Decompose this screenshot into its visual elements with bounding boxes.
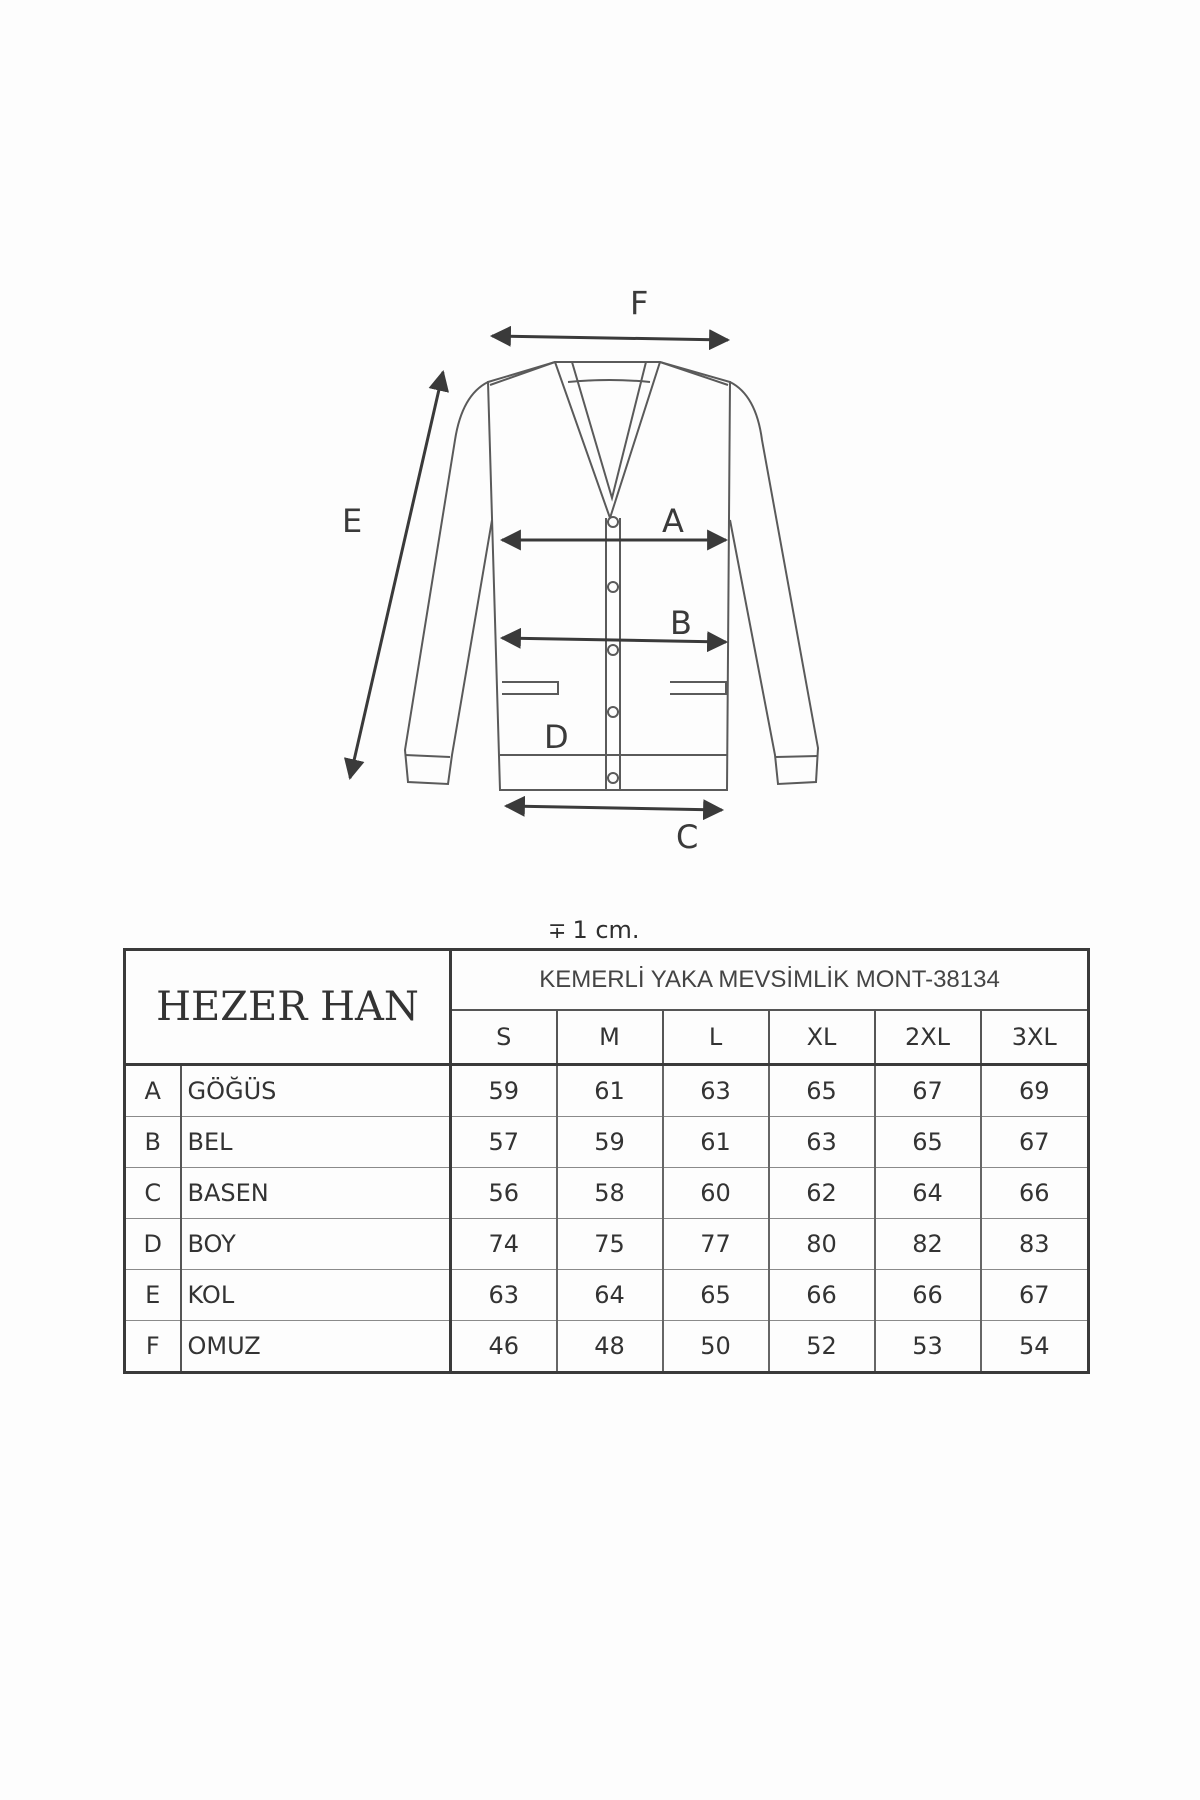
- table-row: [125, 1117, 1089, 1168]
- measurement-value: 74: [451, 1219, 557, 1270]
- measurement-value: 59: [451, 1065, 557, 1117]
- table-row: [125, 1321, 1089, 1373]
- measurement-value: 65: [769, 1065, 875, 1117]
- measurement-name: BOY: [181, 1219, 451, 1270]
- label-b: B: [670, 604, 692, 642]
- measurement-value: 61: [663, 1117, 769, 1168]
- table-row: [125, 1168, 1089, 1219]
- measurement-letter: B: [125, 1117, 181, 1168]
- measurement-value: 62: [769, 1168, 875, 1219]
- measurement-name: OMUZ: [181, 1321, 451, 1373]
- label-c: C: [676, 818, 699, 856]
- size-header: L: [663, 1010, 769, 1065]
- table-row: [125, 1065, 1089, 1117]
- measurement-value: 69: [981, 1065, 1089, 1117]
- product-title: KEMERLİ YAKA MEVSİMLİK MONT-38134: [451, 950, 1089, 1011]
- measurement-value: 77: [663, 1219, 769, 1270]
- measurement-value: 75: [557, 1219, 663, 1270]
- arrow-c-hip: [506, 806, 722, 810]
- measurement-name: BEL: [181, 1117, 451, 1168]
- label-f: F: [630, 284, 649, 322]
- measurement-value: 58: [557, 1168, 663, 1219]
- size-header: 2XL: [875, 1010, 981, 1065]
- measurement-letter: A: [125, 1065, 181, 1117]
- cardigan-outline: [405, 362, 818, 790]
- measurement-value: 52: [769, 1321, 875, 1373]
- table-header-row: [125, 950, 1089, 1011]
- tolerance-text: 1 cm.: [572, 916, 640, 944]
- tolerance-symbol: ∓: [548, 919, 567, 944]
- measurement-name: GÖĞÜS: [181, 1065, 451, 1117]
- measurement-letter: F: [125, 1321, 181, 1373]
- measurement-value: 67: [981, 1270, 1089, 1321]
- measurement-value: 63: [451, 1270, 557, 1321]
- label-a: A: [662, 502, 684, 540]
- label-e: E: [342, 502, 363, 540]
- measurement-letter: D: [125, 1219, 181, 1270]
- arrow-e-sleeve: [350, 372, 443, 778]
- size-header: M: [557, 1010, 663, 1065]
- size-header: 3XL: [981, 1010, 1089, 1065]
- measurement-value: 57: [451, 1117, 557, 1168]
- brand-name: HEZER HAN: [125, 950, 451, 1065]
- arrow-b-waist: [502, 638, 726, 642]
- measurement-value: 53: [875, 1321, 981, 1373]
- measurement-value: 80: [769, 1219, 875, 1270]
- measurement-value: 65: [663, 1270, 769, 1321]
- size-header: S: [451, 1010, 557, 1065]
- measurement-value: 48: [557, 1321, 663, 1373]
- measurement-value: 63: [663, 1065, 769, 1117]
- measurement-value: 66: [875, 1270, 981, 1321]
- size-header: XL: [769, 1010, 875, 1065]
- measurement-value: 82: [875, 1219, 981, 1270]
- measurement-name: KOL: [181, 1270, 451, 1321]
- measurement-value: 66: [981, 1168, 1089, 1219]
- measurement-value: 61: [557, 1065, 663, 1117]
- measurement-value: 54: [981, 1321, 1089, 1373]
- measurement-value: 50: [663, 1321, 769, 1373]
- table-row: [125, 1219, 1089, 1270]
- measurement-letter: C: [125, 1168, 181, 1219]
- measurement-value: 59: [557, 1117, 663, 1168]
- measurement-value: 56: [451, 1168, 557, 1219]
- measurement-name: BASEN: [181, 1168, 451, 1219]
- measurement-value: 46: [451, 1321, 557, 1373]
- tolerance-note: [548, 916, 640, 944]
- measurement-value: 83: [981, 1219, 1089, 1270]
- table-row: [125, 1270, 1089, 1321]
- measurement-value: 67: [875, 1065, 981, 1117]
- cardigan-buttons: [608, 517, 618, 783]
- measurement-value: 64: [875, 1168, 981, 1219]
- label-d: D: [544, 718, 569, 756]
- measurement-value: 65: [875, 1117, 981, 1168]
- measurement-value: 67: [981, 1117, 1089, 1168]
- measurement-value: 64: [557, 1270, 663, 1321]
- measurement-value: 60: [663, 1168, 769, 1219]
- measurement-value: 63: [769, 1117, 875, 1168]
- arrow-f-shoulder: [492, 336, 728, 340]
- measurement-value: 66: [769, 1270, 875, 1321]
- measurement-letter: E: [125, 1270, 181, 1321]
- size-chart-table: [123, 948, 1090, 1374]
